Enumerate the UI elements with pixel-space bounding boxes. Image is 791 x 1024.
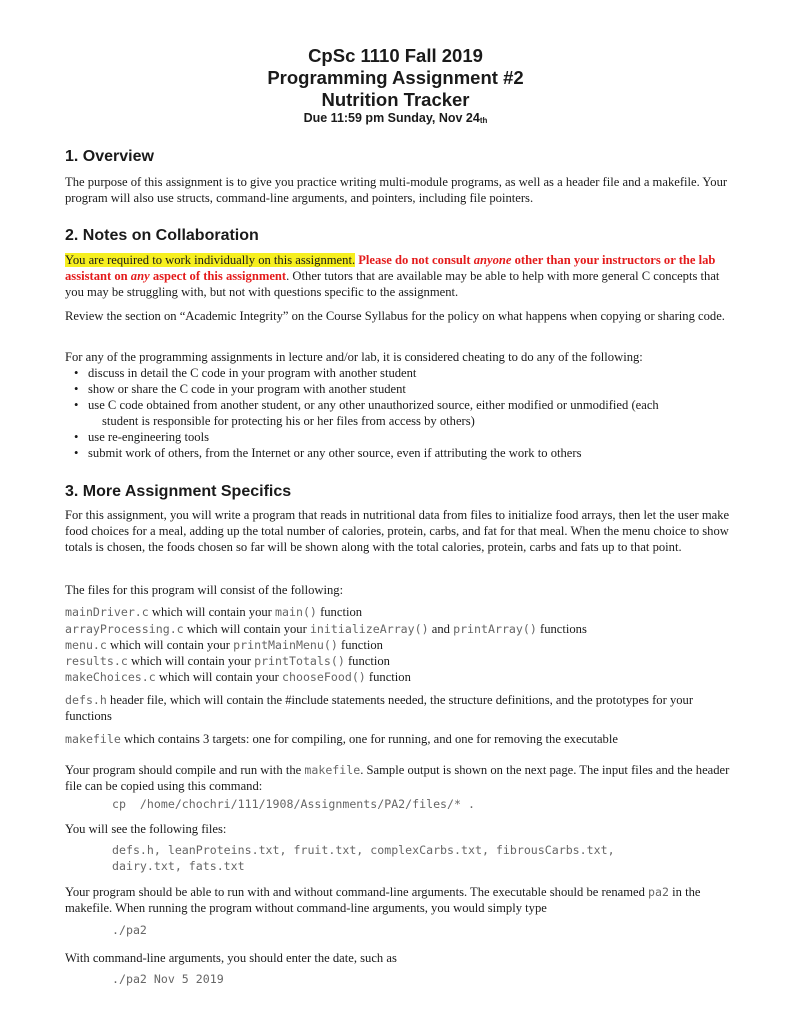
overview-heading: 1. Overview: [65, 148, 154, 165]
file-line-make-choices: makeChoices.c which will contain your chooseFood() function: [65, 670, 411, 684]
defs-description: defs.h header file, which will contain the #include statements needed, the structure definitions, and the prototypes for your functions: [65, 693, 694, 723]
due-date-text: Due 11:59 pm Sunday, Nov 24: [303, 111, 480, 125]
list-item: • show or share the C code in your program with another student: [88, 381, 730, 397]
overview-paragraph: The purpose of this assignment is to give you practice writing multi-module programs, as well as a header file and a makefile. Your program will also use structs, command-line arguments, and pointers, including file pointers.: [65, 175, 728, 205]
cheating-intro: For any of the programming assignments in lecture and/or lab, it is considered cheating to do any of the following:: [65, 350, 643, 364]
specifics-paragraph: For this assignment, you will write a program that reads in nutritional data from files to initialize food arrays, then let the user make food choices for a meal, adding up the total number of calories, protein, carbs, and fat for that meal. When the menu choice to show totals is chosen, the foods chosen so far will be shown along with the total calories, protein, carbs and fats up to that point.: [65, 508, 730, 554]
args-text: With command-line arguments, you should enter the date, such as: [65, 951, 397, 965]
file-list-line-2: dairy.txt, fats.txt: [112, 859, 245, 873]
list-item: • use C code obtained from another student, or any other unauthorized source, either modified or unmodified (each student is responsible for protecting his or her files from access by others): [88, 397, 730, 429]
red-warning-any: any: [130, 269, 150, 283]
highlighted-requirement: You are required to work individually on this assignment.: [65, 253, 356, 267]
cheating-list: [65, 365, 730, 461]
copy-command: cp /home/chochri/111/1908/Assignments/PA2/files/* .: [112, 797, 475, 811]
file-line-results: results.c which will contain your printTotals() function: [65, 654, 390, 668]
due-date: [0, 111, 791, 125]
see-files-text: You will see the following files:: [65, 822, 227, 836]
file-line-array-processing: arrayProcessing.c which will contain your initializeArray() and printArray() functions: [65, 622, 587, 636]
collaboration-paragraph: [65, 252, 730, 300]
assignment-title: Programming Assignment #2: [267, 67, 524, 88]
project-title: Nutrition Tracker: [321, 89, 470, 110]
list-item: • discuss in detail the C code in your program with another student: [88, 365, 730, 381]
due-date-suffix: th: [479, 116, 488, 125]
specifics-heading: 3. More Assignment Specifics: [65, 483, 292, 500]
run-command: ./pa2: [112, 923, 147, 937]
red-warning-anyone: anyone: [473, 253, 512, 267]
file-line-main-driver: mainDriver.c which will contain your main() function: [65, 605, 363, 619]
list-item: • submit work of others, from the Internet or any other source, even if attributing the work to others: [88, 445, 730, 461]
collaboration-heading: 2. Notes on Collaboration: [65, 227, 259, 244]
file-list-line-1: defs.h, leanProteins.txt, fruit.txt, complexCarbs.txt, fibrousCarbs.txt,: [112, 843, 615, 857]
compile-paragraph: Your program should compile and run with the makefile. Sample output is shown on the next page. The input files and the header file can be copied using this command:: [65, 763, 730, 793]
list-item: • use re-engineering tools: [88, 429, 730, 445]
academic-integrity-paragraph: Review the section on “Academic Integrity” on the Course Syllabus for the policy on what happens when copying or sharing code.: [65, 309, 725, 323]
red-warning-1: Please do not consult: [355, 253, 474, 267]
red-warning-2: other than your instructors or the lab assistant on: [65, 253, 716, 283]
course-title: CpSc 1110 Fall 2019: [308, 45, 483, 66]
file-line-menu: menu.c which will contain your printMainMenu() function: [65, 638, 383, 652]
red-warning-3: aspect of this assignment: [149, 269, 287, 283]
args-command: ./pa2 Nov 5 2019: [112, 972, 224, 986]
list-item-continuation: student is responsible for protecting his or her files from access by others): [102, 414, 475, 428]
run-paragraph: Your program should be able to run with and without command-line arguments. The executable should be renamed pa2 in the makefile. When running the program without command-line arguments, you would simply type: [65, 885, 701, 915]
files-intro: The files for this program will consist of the following:: [65, 583, 344, 597]
collaboration-rest: . Other tutors that are available may be able to help with more general C concepts that you may be struggling with, but not with questions specific to the assignment.: [65, 269, 720, 299]
makefile-description: makefile which contains 3 targets: one for compiling, one for running, and one for removing the executable: [65, 732, 618, 746]
